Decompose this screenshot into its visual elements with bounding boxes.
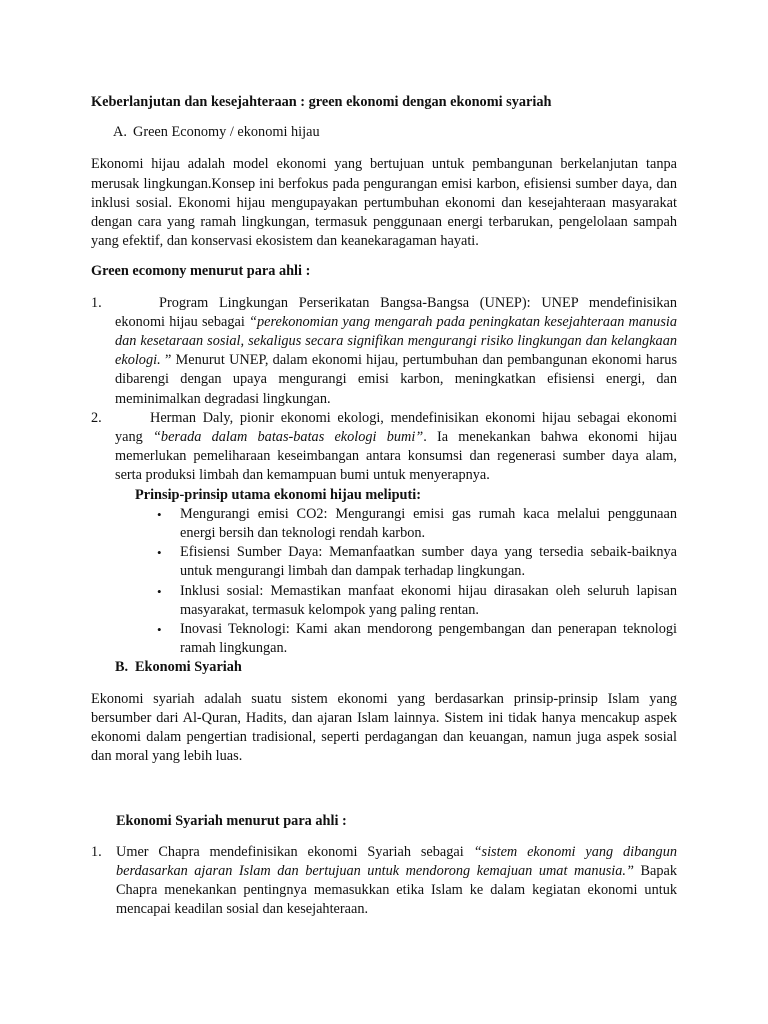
section-b-label: B.	[115, 659, 129, 676]
bullet-icon: •	[157, 506, 162, 522]
document-title: Keberlanjutan dan kesejahteraan : green ekonomi dengan ekonomi syariah	[91, 94, 552, 110]
list-item	[91, 543, 677, 581]
list-number: 1.	[91, 843, 102, 860]
bullet-icon: •	[157, 622, 162, 638]
list-number: 2.	[91, 409, 102, 426]
list-item	[91, 294, 677, 409]
section-b-text: Ekonomi Syariah	[135, 659, 242, 676]
expert-quote: “perekonomian yang mengarah pada peningkatan kesejahteraan manusia dan kesetaraan sosial, sekaligus secara signifikan mengurangi risiko lingkungan dan kelangkaan ekologi.	[115, 313, 677, 369]
principles-heading: Prinsip-prinsip utama ekonomi hijau meliputi:	[135, 486, 421, 503]
section-a-heading	[91, 123, 677, 142]
list-item	[91, 843, 677, 920]
principle-text: Inklusi sosial: Memastikan manfaat ekonomi hijau dirasakan oleh seluruh lapisan masyarakat, termasuk kelompok yang paling rentan.	[180, 582, 677, 618]
green-economy-paragraph: Ekonomi hijau adalah model ekonomi yang bertujuan untuk pembangunan berkelanjutan tanpa merusak lingkungan.Konsep ini berfokus pada pengurangan emisi karbon, efisiensi sumber daya, dan inklusi sosial. Ekonomi hijau mengupayakan pertumbuhan ekonomi dan kesejahteraan masyarakat dengan cara yang ramah lingkungan, termasuk penggunaan energi terbarukan, pengelolaan sampah yang efektif, dan konservasi ekosistem dan keanekaragaman hayati.	[91, 156, 677, 250]
principle-text: Efisiensi Sumber Daya: Memanfaatkan sumber daya yang tersedia sebaik-baiknya untuk mengurangi limbah dan dampak terhadap lingkungan.	[180, 544, 677, 580]
expert-quote: “sistem ekonomi yang dibangun berdasarkan ajaran Islam dan bertujuan untuk mendorong kemajuan umat manusia.”	[116, 843, 677, 879]
green-experts-heading: Green ecomony menurut para ahli :	[91, 263, 311, 280]
syariah-experts-list	[91, 843, 677, 920]
section-a-text: Green Economy / ekonomi hijau	[133, 124, 320, 141]
principle-text: Inovasi Teknologi: Kami akan mendorong pengembangan dan penerapan teknologi ramah lingkungan.	[180, 621, 677, 657]
expert-text: Umer Chapra mendefinisikan ekonomi Syariah sebagai	[116, 843, 474, 860]
expert-text: Herman Daly, pionir ekonomi ekologi, mendefinisikan ekonomi hijau sebagai ekonomi yang	[115, 409, 677, 446]
bullet-icon: •	[157, 545, 162, 561]
list-item	[91, 505, 677, 543]
list-number: 1.	[91, 294, 102, 311]
expert-text-continued: . Ia menekankan bahwa ekonomi hijau memerlukan pemeliharaan keseimbangan antara konsumsi dan regenerasi sumber daya alam, serta produksi limbah dan kemampuan bumi untuk menyerapnya.	[115, 429, 678, 484]
expert-text: Program Lingkungan Perserikatan Bangsa-Bangsa (UNEP): UNEP mendefinisikan ekonomi hijau sebagai	[115, 294, 677, 330]
expert-quote: “berada dalam batas-batas ekologi bumi”	[152, 429, 424, 446]
expert-text-continued: ” Menurut UNEP, dalam ekonomi hijau, pertumbuhan dan pembangunan ekonomi harus dibarengi dengan upaya mengurangi emisi karbon, meningkatkan efisiensi energi, dan meminimalkan degradasi lingkungan.	[115, 352, 678, 407]
document-page	[91, 93, 677, 920]
syariah-paragraph: Ekonomi syariah adalah suatu sistem ekonomi yang berdasarkan prinsip-prinsip Islam yang bersumber dari Al-Quran, Hadits, dan ajaran Islam lainnya. Sistem ini tidak hanya mencakup aspek ekonomi dalam pengertian tradisional, seperti perdagangan dan keuangan, namun juga aspek sosial dan moral yang lebih luas.	[91, 690, 677, 765]
principles-list	[91, 505, 677, 659]
list-item	[91, 620, 677, 658]
syariah-experts-heading: Ekonomi Syariah menurut para ahli :	[116, 812, 347, 829]
bullet-icon: •	[157, 583, 162, 599]
section-a-label: A.	[113, 124, 127, 141]
section-b-heading	[91, 658, 677, 677]
principle-text: Mengurangi emisi CO2: Mengurangi emisi gas rumah kaca melalui penggunaan energi bersih dan teknologi rendah karbon.	[180, 505, 677, 542]
list-item	[91, 582, 677, 620]
green-experts-list	[91, 294, 677, 486]
list-item	[91, 409, 677, 486]
expert-text-continued: Bapak Chapra menekankan pentingnya memasukkan etika Islam ke dalam kegiatan ekonomi untuk mencapai keadilan sosial dan kesejahteraan.	[116, 862, 677, 918]
